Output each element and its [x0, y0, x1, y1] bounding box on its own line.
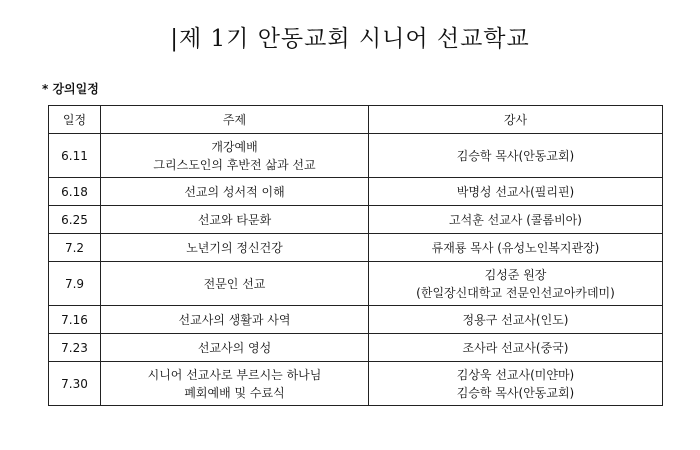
- table-row: [49, 362, 663, 406]
- cell-date: 7.23: [49, 334, 101, 362]
- cell-topic: [101, 262, 369, 306]
- cell-lecturer: [369, 334, 663, 362]
- table-row: [49, 234, 663, 262]
- cell-topic: [101, 334, 369, 362]
- cell-topic: [101, 362, 369, 406]
- cell-lecturer-line: 정용구 선교사(인도): [462, 312, 569, 327]
- cell-lecturer-line: 박명성 선교사(필리핀): [456, 184, 575, 199]
- table-row: [49, 306, 663, 334]
- cell-lecturer: [369, 306, 663, 334]
- cell-topic: [101, 234, 369, 262]
- cell-topic: [101, 134, 369, 178]
- cell-topic-line: 선교사의 생활과 사역: [178, 312, 291, 327]
- cell-topic-line: 노년기의 정신건강: [186, 240, 283, 255]
- cell-topic-line: 그리스도인의 후반전 삶과 선교: [153, 157, 316, 172]
- cell-topic-line: 개강예배: [211, 139, 258, 154]
- cell-lecturer: [369, 362, 663, 406]
- lecture-schedule-table: [48, 105, 663, 406]
- cell-date: 7.2: [49, 234, 101, 262]
- section-heading: * 강의일정: [42, 82, 99, 96]
- cell-lecturer-line: (한일장신대학교 전문인선교아카데미): [416, 285, 615, 300]
- table-row: [49, 178, 663, 206]
- table-row: [49, 134, 663, 178]
- cell-lecturer: [369, 134, 663, 178]
- cell-lecturer-line: 조사라 선교사(중국): [462, 340, 569, 355]
- cell-lecturer-line: 김승학 목사(안동교회): [456, 385, 575, 400]
- page-title: |제 1기 안동교회 시니어 선교학교: [170, 26, 530, 52]
- cell-date: 7.16: [49, 306, 101, 334]
- cell-lecturer-line: 김성준 원장: [484, 267, 547, 282]
- cell-topic-line: 선교사의 영성: [197, 340, 272, 355]
- cell-topic-line: 선교의 성서적 이해: [184, 184, 285, 199]
- header-topic: 주제: [101, 106, 369, 134]
- table-header-row: [49, 106, 663, 134]
- cell-lecturer: [369, 234, 663, 262]
- cell-lecturer: [369, 178, 663, 206]
- header-lecturer: 강사: [369, 106, 663, 134]
- table-row: [49, 334, 663, 362]
- cell-lecturer: [369, 206, 663, 234]
- header-date: 일정: [49, 106, 101, 134]
- cell-date: 6.18: [49, 178, 101, 206]
- cell-topic-line: 시니어 선교사로 부르시는 하나님: [147, 367, 322, 382]
- cell-date: 7.9: [49, 262, 101, 306]
- cell-date: 6.25: [49, 206, 101, 234]
- cell-topic-line: 폐회예배 및 수료식: [184, 385, 285, 400]
- cell-topic-line: 전문인 선교: [203, 276, 266, 291]
- cell-lecturer-line: 류재룡 목사 (유성노인복지관장): [431, 240, 600, 255]
- cell-topic: [101, 206, 369, 234]
- table-row: [49, 262, 663, 306]
- cell-lecturer-line: 김승학 목사(안동교회): [456, 148, 575, 163]
- cell-lecturer-line: 김상욱 선교사(미얀마): [456, 367, 575, 382]
- cell-lecturer-line: 고석훈 선교사 (콜롬비아): [449, 212, 582, 227]
- cell-topic: [101, 306, 369, 334]
- cell-topic-line: 선교와 타문화: [197, 212, 272, 227]
- cell-topic: [101, 178, 369, 206]
- cell-date: 7.30: [49, 362, 101, 406]
- cell-date: 6.11: [49, 134, 101, 178]
- cell-lecturer: [369, 262, 663, 306]
- table-row: [49, 206, 663, 234]
- table-body: [49, 134, 663, 406]
